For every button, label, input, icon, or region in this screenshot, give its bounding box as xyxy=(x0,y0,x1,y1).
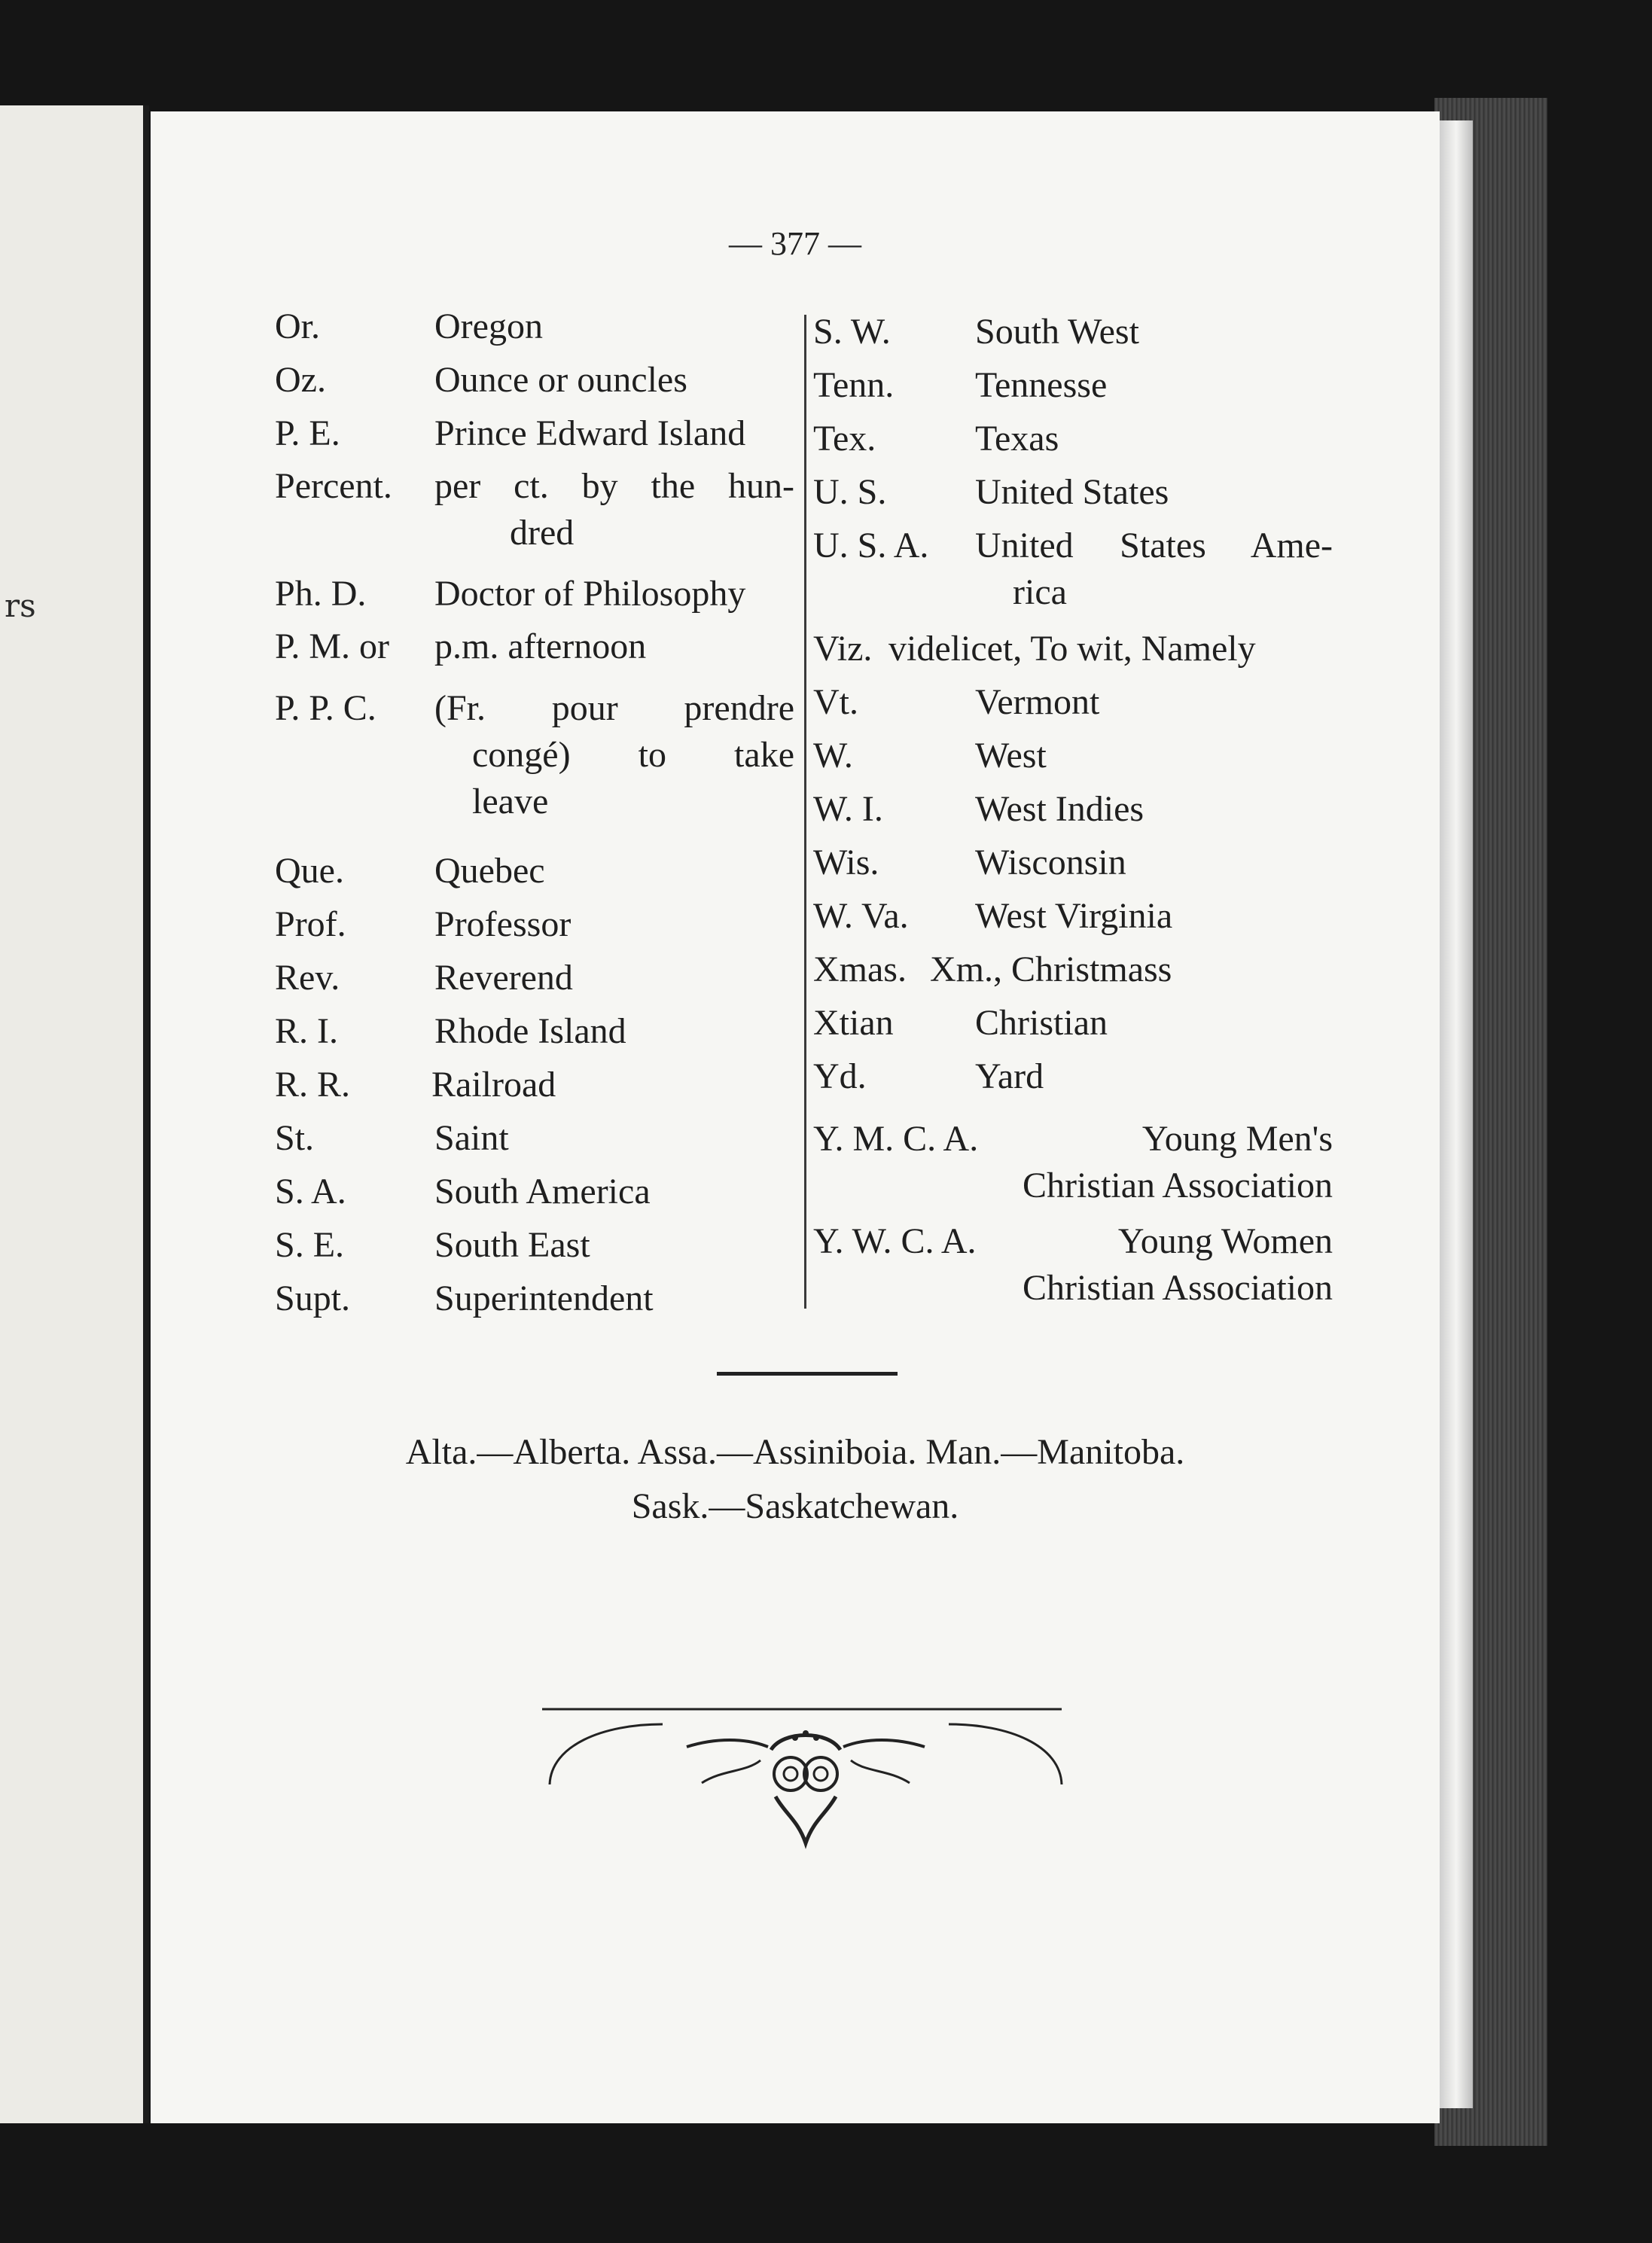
abbreviation: U. S. xyxy=(813,472,887,512)
abbreviation: W. I. xyxy=(813,789,883,829)
abbreviation-meaning: Saint xyxy=(434,1118,509,1158)
abbreviation-entry xyxy=(813,1116,1483,1214)
abbreviation-meaning: Christian xyxy=(975,1003,1108,1043)
abbreviation-meaning: Ounce or ouncles xyxy=(434,360,687,400)
meaning-line: Christian Association xyxy=(1023,1166,1333,1205)
abbreviation-meaning: South East xyxy=(434,1225,590,1265)
abbreviation: Tenn. xyxy=(813,365,895,405)
column-divider xyxy=(804,315,806,1309)
abbreviation: Supt. xyxy=(275,1278,351,1318)
abbreviation-meaning: Oregon xyxy=(434,306,543,346)
abbreviation-meaning: Prince Edward Island xyxy=(434,413,746,453)
abbreviation-meaning: Doctor of Philosophy xyxy=(434,574,746,614)
abbreviation: Y. M. C. A. xyxy=(813,1119,979,1159)
meaning-line: per ct. by the hun- xyxy=(434,466,794,506)
abbreviation-entry xyxy=(813,1218,1483,1316)
abbreviation-entry xyxy=(813,523,1483,620)
left-page-text-fragment: rs xyxy=(5,587,36,624)
abbreviation: R. R. xyxy=(275,1065,351,1105)
abbreviation: W. Va. xyxy=(813,896,909,936)
abbreviation: P. M. or xyxy=(275,626,390,666)
abbreviation-meaning: Wisconsin xyxy=(975,843,1126,882)
abbreviation: Que. xyxy=(275,851,344,891)
abbreviation: Yd. xyxy=(813,1056,867,1096)
abbreviation-meaning: Professor xyxy=(434,904,571,944)
abbreviation-meaning: West Virginia xyxy=(975,896,1173,936)
abbreviation-meaning: Texas xyxy=(975,419,1059,459)
abbreviation: Or. xyxy=(275,306,320,346)
province-abbreviations-line-1: Alta.—Alberta. Assa.—Assiniboia. Man.—Manitoba. xyxy=(405,1432,1185,1472)
abbreviation: U. S. A. xyxy=(813,526,929,565)
left-page-edge xyxy=(0,105,149,2123)
abbreviation-meaning: p.m. afternoon xyxy=(434,626,647,666)
abbreviation: Vt. xyxy=(813,682,858,722)
abbreviation-meaning: United States xyxy=(975,472,1169,512)
abbreviation: Xmas. xyxy=(813,949,907,989)
book-page xyxy=(151,111,1440,2123)
meaning-line: Young Men's xyxy=(1141,1119,1333,1159)
abbreviation: W. xyxy=(813,736,853,776)
abbreviation-meaning: Vermont xyxy=(975,682,1100,722)
abbreviation: Rev. xyxy=(275,958,340,998)
abbreviation-meaning: Tennesse xyxy=(975,365,1108,405)
abbreviation-meaning: Xm., Christmass xyxy=(930,949,1172,989)
abbreviation: P. P. C. xyxy=(275,688,376,728)
page-edge-strip xyxy=(1440,120,1473,2108)
meaning-line: congé) to take xyxy=(472,735,794,775)
section-divider xyxy=(717,1372,898,1376)
abbreviation-meaning: West Indies xyxy=(975,789,1145,829)
meaning-line: leave xyxy=(472,782,549,821)
abbreviation: R. I. xyxy=(275,1011,338,1051)
abbreviation: Oz. xyxy=(275,360,326,400)
abbreviation: Percent. xyxy=(275,466,392,506)
abbreviation: S. E. xyxy=(275,1225,345,1265)
meaning-line: (Fr. pour prendre xyxy=(434,688,794,728)
abbreviation-meaning: videlicet, To wit, Namely xyxy=(888,629,1256,669)
abbreviation-entry xyxy=(275,463,794,561)
abbreviation-meaning: Quebec xyxy=(434,851,545,891)
abbreviation: Xtian xyxy=(813,1003,894,1043)
abbreviation-meaning xyxy=(434,685,794,825)
meaning-line: Young Women xyxy=(1117,1221,1333,1261)
province-abbreviations-line-2: Sask.—Saskatchewan. xyxy=(631,1486,959,1526)
abbreviation-meaning xyxy=(813,1116,1333,1209)
meaning-line: United States Ame- xyxy=(975,526,1333,565)
abbreviation: Tex. xyxy=(813,419,876,459)
abbreviation-meaning xyxy=(434,463,794,556)
abbreviation-meaning: Reverend xyxy=(434,958,573,998)
abbreviation-meaning: Yard xyxy=(975,1056,1044,1096)
meaning-line: dred xyxy=(510,513,575,553)
abbreviation: Ph. D. xyxy=(275,574,367,614)
abbreviation: Y. W. C. A. xyxy=(813,1221,977,1261)
abbreviation-meaning xyxy=(975,523,1333,616)
abbreviation-entry xyxy=(275,685,794,836)
meaning-line: Christian Association xyxy=(1023,1268,1333,1308)
abbreviation-meaning: Superintendent xyxy=(434,1278,654,1318)
abbreviation-meaning: South West xyxy=(975,312,1139,352)
abbreviation-meaning: South America xyxy=(434,1172,651,1211)
abbreviation-meaning: Railroad xyxy=(431,1065,556,1105)
abbreviation: S. W. xyxy=(813,312,891,352)
decorative-ornament xyxy=(542,1700,1069,1851)
abbreviation: Prof. xyxy=(275,904,346,944)
abbreviation: Wis. xyxy=(813,843,879,882)
abbreviation-meaning xyxy=(813,1218,1333,1312)
abbreviation: P. E. xyxy=(275,413,340,453)
abbreviation-meaning: West xyxy=(975,736,1047,776)
abbreviation: Viz. xyxy=(813,629,873,669)
abbreviation: St. xyxy=(275,1118,315,1158)
meaning-line: rica xyxy=(1013,572,1067,612)
abbreviation-meaning: Rhode Island xyxy=(434,1011,626,1051)
page-number: — 377 — xyxy=(729,225,861,262)
abbreviation: S. A. xyxy=(275,1172,346,1211)
